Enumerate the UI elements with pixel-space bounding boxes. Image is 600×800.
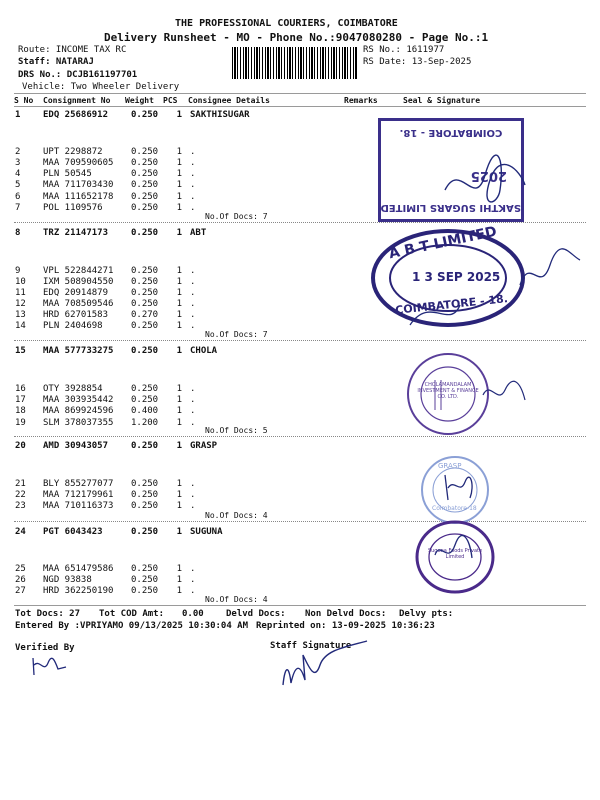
suguna-stamp-text: Suguna Foods Private Limited: [427, 548, 483, 560]
header-bottom-rule: [14, 106, 586, 107]
row-consignee: SAKTHISUGAR: [190, 110, 250, 120]
row-weight: 0.250: [131, 299, 159, 309]
row-consignee: .: [190, 192, 196, 202]
drs-number: DRS No.: DCJB161197701: [18, 70, 138, 80]
row-sno: 13: [15, 310, 26, 320]
group-separator: [14, 521, 586, 522]
verified-signature: [30, 655, 70, 680]
row-consignment-no: MAA 709590605: [43, 158, 114, 168]
row-sno: 8: [15, 228, 21, 238]
row-pcs: 1: [176, 564, 182, 574]
row-consignment-no: NGD 93838: [43, 575, 92, 585]
row-consignment-no: MAA 711703430: [43, 180, 114, 190]
row-sno: 14: [15, 321, 26, 331]
rs-date: RS Date: 13-Sep-2025: [363, 57, 472, 67]
col-consignee: Consignee Details: [188, 96, 270, 105]
row-consignment-no: MAA 111652178: [43, 192, 114, 202]
row-consignee: .: [190, 395, 196, 405]
row-consignment-no: UPT 2298872: [43, 147, 103, 157]
row-sno: 12: [15, 299, 26, 309]
sakthi-stamp-name: SAKTHI SUGARS LIMITED: [380, 202, 521, 213]
row-consignment-no: MAA 651479586: [43, 564, 114, 574]
row-pcs: 1: [176, 147, 182, 157]
suguna-signature: [430, 530, 480, 570]
header-top-rule: [14, 93, 586, 94]
row-weight: 0.250: [131, 501, 159, 511]
total-docs: Tot Docs: 27: [15, 609, 81, 619]
row-sno: 15: [15, 346, 26, 356]
row-consignment-no: MAA 869924596: [43, 406, 114, 416]
abt-signature: [400, 235, 585, 335]
row-consignee: CHOLA: [190, 346, 218, 356]
row-pcs: 1: [176, 418, 182, 428]
row-sno: 26: [15, 575, 26, 585]
row-weight: 0.250: [131, 384, 159, 394]
row-consignment-no: MAA 710116373: [43, 501, 114, 511]
row-weight: 0.250: [131, 203, 159, 213]
row-pcs: 1: [176, 490, 182, 500]
group-docs: No.Of Docs: 4: [205, 511, 268, 520]
group-docs: No.Of Docs: 7: [205, 212, 268, 221]
row-sno: 21: [15, 479, 26, 489]
row-pcs: 1: [176, 180, 182, 190]
row-pcs: 1: [176, 501, 182, 511]
row-sno: 18: [15, 406, 26, 416]
group-docs: No.Of Docs: 4: [205, 595, 268, 604]
row-consignee: GRASP: [190, 441, 218, 451]
row-sno: 24: [15, 527, 26, 537]
company-name: THE PROFESSIONAL COURIERS, COIMBATORE: [175, 18, 398, 29]
row-sno: 19: [15, 418, 26, 428]
row-pcs: 1: [176, 346, 182, 356]
group-separator: [14, 222, 586, 223]
row-weight: 0.250: [131, 266, 159, 276]
row-consignee: .: [190, 310, 196, 320]
row-pcs: 1: [176, 441, 182, 451]
row-consignee: .: [190, 266, 196, 276]
row-weight: 0.250: [131, 180, 159, 190]
row-weight: 0.250: [131, 441, 159, 451]
row-sno: 27: [15, 586, 26, 596]
row-consignee: .: [190, 299, 196, 309]
row-pcs: 1: [176, 158, 182, 168]
row-pcs: 1: [176, 310, 182, 320]
row-weight: 0.250: [131, 192, 159, 202]
row-pcs: 1: [176, 479, 182, 489]
row-pcs: 1: [176, 575, 182, 585]
row-pcs: 1: [176, 203, 182, 213]
row-consignee: .: [190, 418, 196, 428]
row-sno: 17: [15, 395, 26, 405]
reprinted-on: Reprinted on: 13-09-2025 10:36:23: [256, 621, 435, 631]
sakthi-stamp-date: 2025: [470, 168, 507, 183]
row-consignee: .: [190, 277, 196, 287]
row-pcs: 1: [176, 299, 182, 309]
col-remarks: Remarks: [344, 96, 378, 105]
row-consignee: .: [190, 564, 196, 574]
row-consignee: .: [190, 501, 196, 511]
row-sno: 1: [15, 110, 21, 120]
row-pcs: 1: [176, 406, 182, 416]
grasp-stamp-name: GRASP: [438, 462, 462, 470]
runsheet-title: Delivery Runsheet - MO - Phone No.:9047080280 - Page No.:1: [104, 31, 489, 44]
row-weight: 0.250: [131, 490, 159, 500]
row-consignee: SUGUNA: [190, 527, 223, 537]
row-consignee: .: [190, 158, 196, 168]
row-weight: 0.250: [131, 277, 159, 287]
route-label: Route: INCOME TAX RC: [18, 45, 127, 55]
chola-stamp-text: CHOLAMANDALAM INVESTMENT & FINANCE CO. LTD.: [417, 382, 479, 400]
row-weight: 0.400: [131, 406, 159, 416]
row-sno: 10: [15, 277, 26, 287]
row-consignee: .: [190, 575, 196, 585]
row-weight: 0.250: [131, 527, 159, 537]
row-consignment-no: MAA 303935442: [43, 395, 114, 405]
row-consignee: .: [190, 479, 196, 489]
row-consignee: .: [190, 384, 196, 394]
total-cod-value: 0.00: [182, 609, 204, 619]
row-weight: 0.270: [131, 310, 159, 320]
row-weight: 0.250: [131, 575, 159, 585]
entered-by: Entered By :VPRIYAMO 09/13/2025 10:30:04 AM: [15, 621, 248, 631]
row-weight: 0.250: [131, 346, 159, 356]
col-sno: S No: [14, 96, 34, 105]
row-pcs: 1: [176, 527, 182, 537]
abt-stamp-date: 1 3 SEP 2025: [412, 270, 501, 284]
row-consignment-no: MAA 712179961: [43, 490, 114, 500]
row-consignment-no: OTY 3928854: [43, 384, 103, 394]
row-sno: 6: [15, 192, 21, 202]
row-sno: 25: [15, 564, 26, 574]
row-sno: 23: [15, 501, 26, 511]
row-pcs: 1: [176, 395, 182, 405]
delivered-docs-label: Delvd Docs:: [226, 609, 286, 619]
row-weight: 0.250: [131, 147, 159, 157]
grasp-signature: [440, 470, 480, 505]
row-sno: 16: [15, 384, 26, 394]
row-consignment-no: VPL 522844271: [43, 266, 114, 276]
row-pcs: 1: [176, 110, 182, 120]
abt-stamp-name: A B T LIMITED: [387, 223, 499, 263]
abt-stamp-city: COIMBATORE - 18.: [394, 292, 509, 317]
row-consignment-no: EDQ 25686912: [43, 110, 109, 120]
row-consignee: .: [190, 203, 196, 213]
row-consignment-no: MAA 708509546: [43, 299, 114, 309]
group-docs: No.Of Docs: 7: [205, 330, 268, 339]
row-consignee: .: [190, 180, 196, 190]
row-consignee: .: [190, 490, 196, 500]
group-separator: [14, 436, 586, 437]
row-pcs: 1: [176, 228, 182, 238]
row-consignment-no: AMD 30943057: [43, 441, 109, 451]
row-sno: 20: [15, 441, 26, 451]
sakthi-signature: [440, 150, 530, 220]
row-consignment-no: MAA 577733275: [43, 346, 114, 356]
row-consignee: .: [190, 321, 196, 331]
row-weight: 0.250: [131, 395, 159, 405]
non-delivered-docs-label: Non Delvd Docs:: [305, 609, 387, 619]
table-bottom-rule: [14, 605, 586, 606]
row-weight: 0.250: [131, 479, 159, 489]
row-sno: 11: [15, 288, 26, 298]
col-pcs: PCS: [163, 96, 178, 105]
row-weight: 0.250: [131, 228, 159, 238]
row-weight: 0.250: [131, 321, 159, 331]
row-sno: 5: [15, 180, 21, 190]
sakthi-stamp-city: COIMBATORE - 18.: [399, 127, 503, 138]
row-consignee: .: [190, 586, 196, 596]
row-consignment-no: HRD 362250190: [43, 586, 114, 596]
row-sno: 2: [15, 147, 21, 157]
row-consignment-no: PLN 2404698: [43, 321, 103, 331]
staff-signature: [275, 635, 375, 695]
row-weight: 1.200: [131, 418, 159, 428]
row-consignee: .: [190, 169, 196, 179]
row-consignee: .: [190, 406, 196, 416]
row-pcs: 1: [176, 321, 182, 331]
row-consignment-no: EDQ 20914879: [43, 288, 109, 298]
row-pcs: 1: [176, 288, 182, 298]
row-weight: 0.250: [131, 169, 159, 179]
row-consignment-no: POL 1109576: [43, 203, 103, 213]
row-sno: 9: [15, 266, 21, 276]
row-pcs: 1: [176, 192, 182, 202]
row-pcs: 1: [176, 586, 182, 596]
vehicle-label: Vehicle: Two Wheeler Delivery: [22, 82, 180, 92]
row-consignment-no: SLM 378037355: [43, 418, 114, 428]
group-docs: No.Of Docs: 5: [205, 426, 268, 435]
row-weight: 0.250: [131, 564, 159, 574]
row-sno: 22: [15, 490, 26, 500]
row-sno: 4: [15, 169, 21, 179]
row-weight: 0.250: [131, 158, 159, 168]
row-consignment-no: TRZ 21147173: [43, 228, 109, 238]
chola-signature: [480, 375, 530, 415]
row-sno: 3: [15, 158, 21, 168]
row-consignment-no: HRD 62701583: [43, 310, 109, 320]
row-pcs: 1: [176, 277, 182, 287]
row-sno: 7: [15, 203, 21, 213]
staff-signature-label: Staff Signature: [270, 641, 352, 651]
row-pcs: 1: [176, 266, 182, 276]
barcode: [232, 47, 357, 79]
row-weight: 0.250: [131, 110, 159, 120]
row-consignee: ABT: [190, 228, 207, 238]
row-consignment-no: PLN 50545: [43, 169, 92, 179]
row-pcs: 1: [176, 169, 182, 179]
row-consignment-no: PGT 6043423: [43, 527, 103, 537]
col-consignment: Consignment No: [43, 96, 111, 105]
row-consignment-no: IXM 508904550: [43, 277, 114, 287]
row-pcs: 1: [176, 384, 182, 394]
row-consignment-no: BLY 855277077: [43, 479, 114, 489]
staff-label: Staff: NATARAJ: [18, 57, 94, 67]
col-seal: Seal & Signature: [403, 96, 481, 105]
delivery-points-label: Delvy pts:: [399, 609, 454, 619]
group-separator: [14, 340, 586, 341]
rs-number: RS No.: 1611977: [363, 45, 445, 55]
row-consignee: .: [190, 288, 196, 298]
row-weight: 0.250: [131, 586, 159, 596]
col-weight: Weight: [125, 96, 154, 105]
row-weight: 0.250: [131, 288, 159, 298]
verified-by-label: Verified By: [15, 643, 75, 653]
grasp-stamp-city: Coimbatore-18: [432, 505, 477, 512]
row-consignee: .: [190, 147, 196, 157]
total-cod-label: Tot COD Amt:: [99, 609, 165, 619]
